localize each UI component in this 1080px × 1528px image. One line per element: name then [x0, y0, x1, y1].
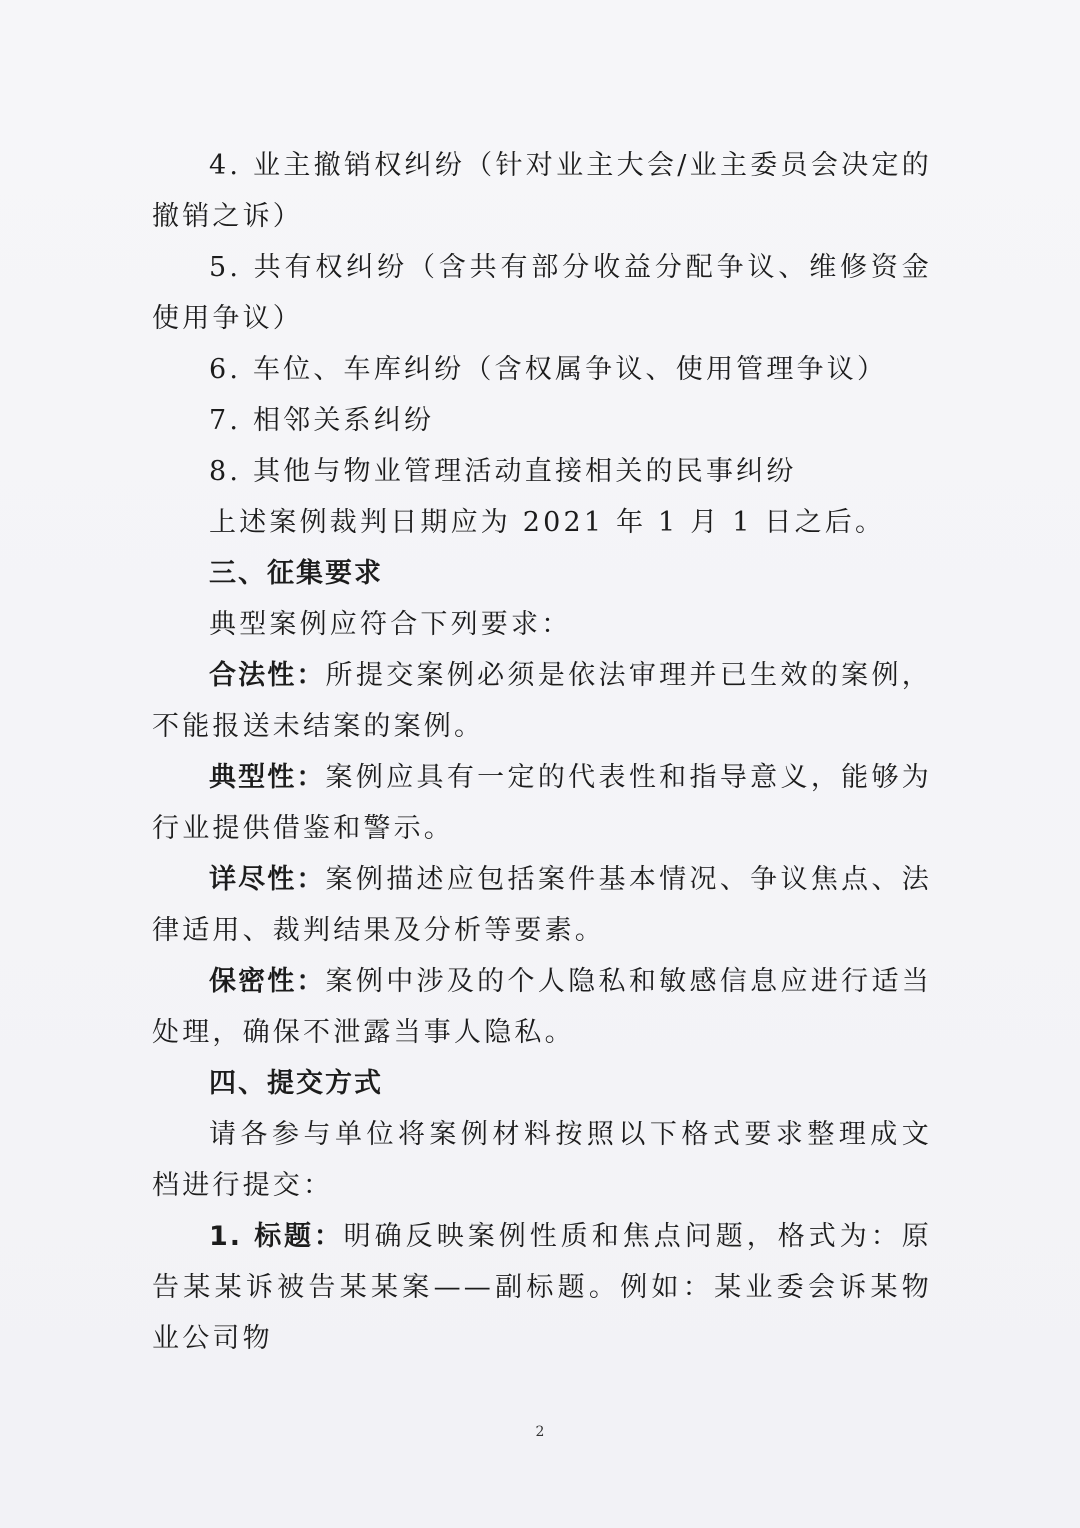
section-heading-submission: 四、提交方式 [209, 1068, 383, 1099]
requirement-text: 案例应具有一定的代表性和指导意义，能够为行业提供借鉴和警示。 [152, 762, 933, 844]
list-item: 7. 相邻关系纠纷 [209, 405, 435, 436]
requirement-text: 所提交案例必须是依法审理并已生效的案例，不能报送未结案的案例。 [152, 660, 933, 742]
requirement-typicality [152, 752, 932, 854]
section-intro: 典型案例应符合下列要求： [209, 609, 572, 640]
requirement-confidentiality [152, 956, 932, 1058]
list-item: 8. 其他与物业管理活动直接相关的民事纠纷 [209, 456, 797, 487]
requirement-label: 合法性： [209, 660, 326, 691]
submission-text: 明确反映案例性质和焦点问题，格式为：原告某某诉被告某某案——副标题。例如：某业委会诉某物业公司物 [152, 1221, 932, 1354]
requirement-text: 案例中涉及的个人隐私和敏感信息应进行适当处理，确保不泄露当事人隐私。 [152, 966, 933, 1048]
page-number: 2 [535, 1424, 545, 1440]
requirement-label: 保密性： [209, 966, 326, 997]
section-intro: 请各参与单位将案例材料按照以下格式要求整理成文档进行提交： [152, 1119, 932, 1201]
list-item: 5. 共有权纠纷（含共有部分收益分配争议、维修资金使用争议） [152, 252, 932, 334]
date-note: 上述案例裁判日期应为 2021 年 1 月 1 日之后。 [209, 507, 886, 538]
requirement-label: 详尽性： [209, 864, 326, 895]
requirement-detail [152, 854, 932, 956]
section-heading-requirements: 三、征集要求 [209, 558, 383, 589]
list-item: 6. 车位、车库纠纷（含权属争议、使用管理争议） [209, 354, 888, 385]
list-item: 4. 业主撤销权纠纷（针对业主大会/业主委员会决定的撤销之诉） [152, 150, 932, 232]
document-body [152, 140, 932, 1364]
submission-item-title [152, 1211, 932, 1364]
requirement-legality [152, 650, 932, 752]
requirement-label: 典型性： [209, 762, 326, 793]
submission-label: 1. 标题： [209, 1221, 344, 1252]
requirement-text: 案例描述应包括案件基本情况、争议焦点、法律适用、裁判结果及分析等要素。 [152, 864, 933, 946]
